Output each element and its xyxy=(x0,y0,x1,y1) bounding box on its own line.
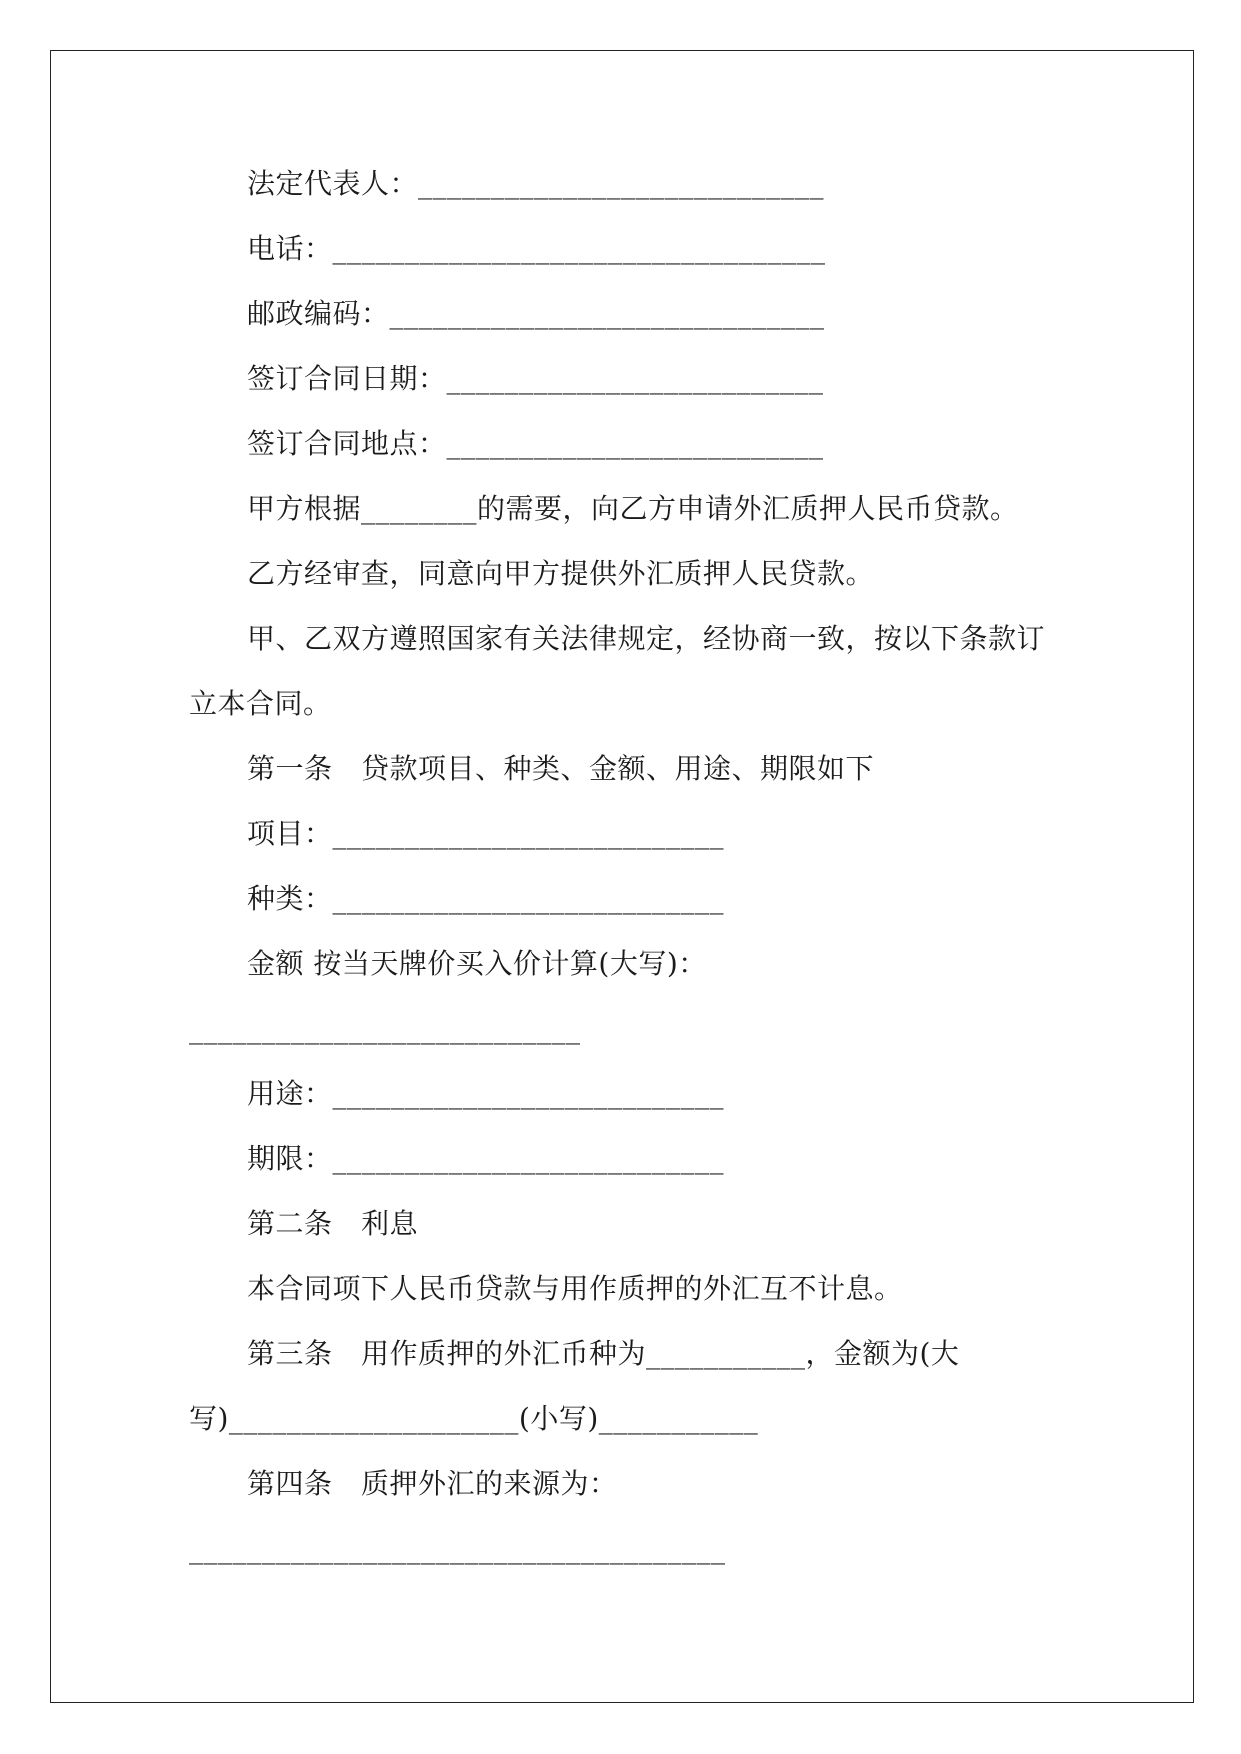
paragraph-agreement: 甲、乙双方遵照国家有关法律规定，经协商一致，按以下条款订 xyxy=(247,622,1046,655)
article-two-heading: 第二条 利息 xyxy=(247,1207,419,1240)
item-type-line: 种类：___________________________ xyxy=(247,882,725,915)
article-one-heading: 第一条 贷款项目、种类、金额、用途、期限如下 xyxy=(247,752,875,785)
item-purpose-line: 用途：___________________________ xyxy=(247,1077,725,1110)
signing-place-line: 签订合同地点：__________________________ xyxy=(247,427,824,460)
item-term-line: 期限：___________________________ xyxy=(247,1142,725,1175)
article-three-line: 第三条 用作质押的外汇币种为___________，金额为(大 xyxy=(247,1337,960,1370)
item-amount-line: 金额 按当天牌价买入价计算(大写)： xyxy=(247,947,707,980)
article-three-continued: 写)____________________(小写)___________ xyxy=(189,1402,759,1435)
signing-date-line: 签订合同日期：__________________________ xyxy=(247,362,824,395)
paragraph-interest: 本合同项下人民币贷款与用作质押的外汇互不计息。 xyxy=(247,1272,903,1305)
item-amount-blank: ___________________________ xyxy=(189,1012,581,1045)
paragraph-application: 甲方根据________的需要，向乙方申请外汇质押人民币贷款。 xyxy=(247,492,1019,525)
postal-code-line: 邮政编码：______________________________ xyxy=(247,297,825,330)
legal-representative-line: 法定代表人：____________________________ xyxy=(247,167,825,200)
phone-line: 电话：__________________________________ xyxy=(247,232,826,265)
item-project-line: 项目：___________________________ xyxy=(247,817,725,850)
paragraph-agreement-continued: 立本合同。 xyxy=(189,687,332,720)
paragraph-review: 乙方经审查，同意向甲方提供外汇质押人民贷款。 xyxy=(247,557,875,590)
article-four-heading: 第四条 质押外汇的来源为： xyxy=(247,1467,618,1500)
article-four-blank: _____________________________________ xyxy=(189,1532,726,1565)
